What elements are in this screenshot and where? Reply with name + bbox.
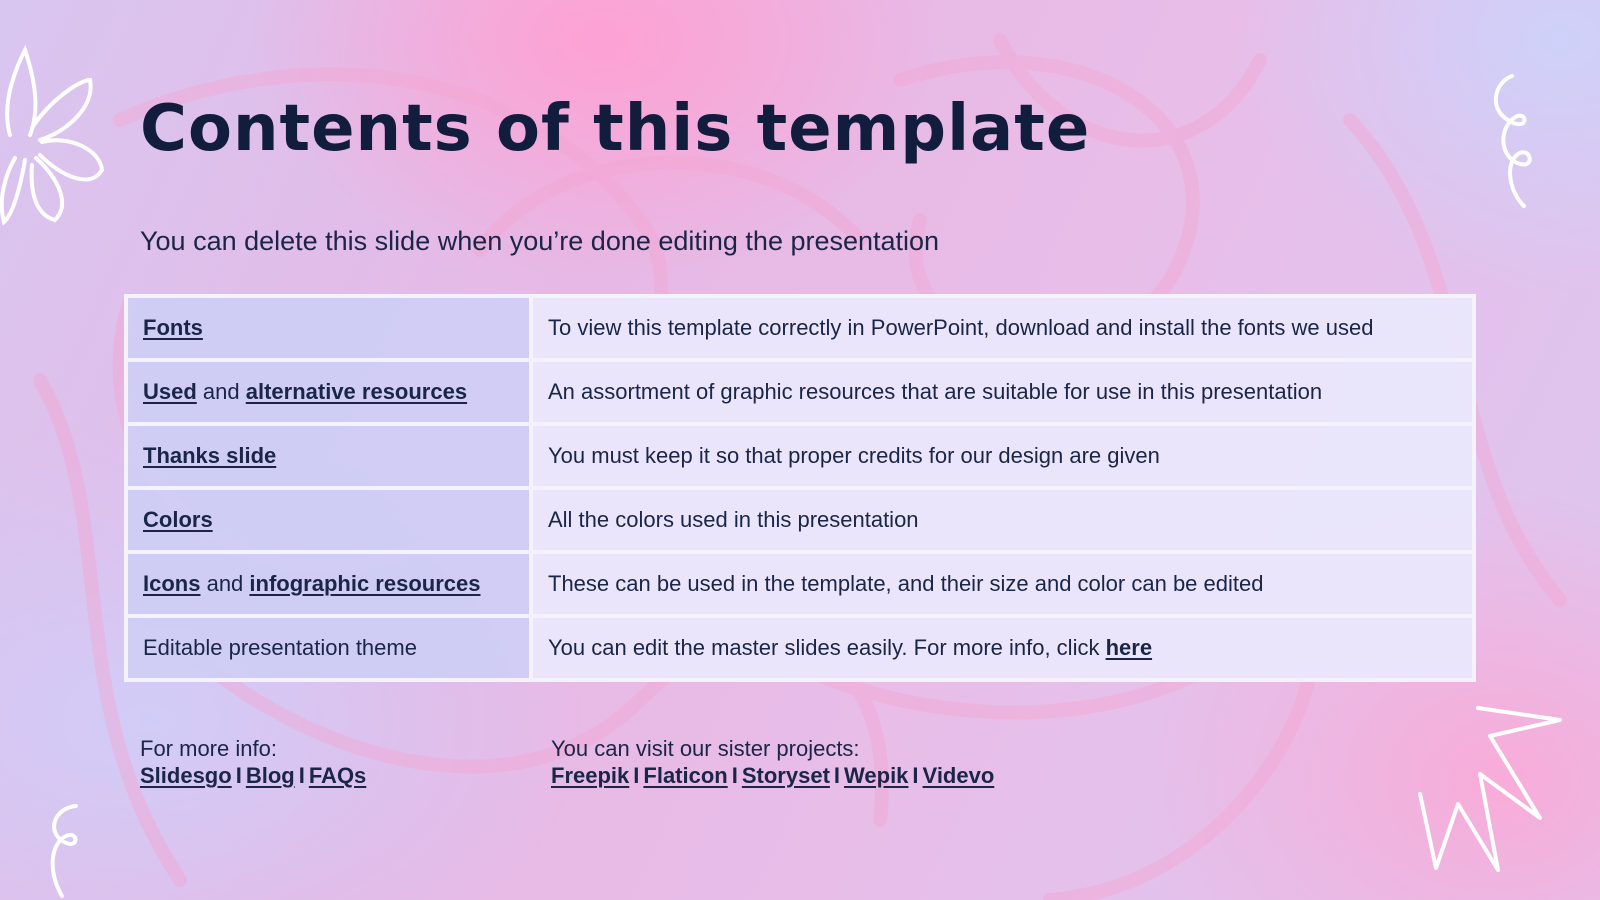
footer-more-info-links [140,762,366,789]
table-row [126,296,1474,360]
cell-text: These can be used in the template, and their size and color can be edited [548,571,1264,596]
cell-text: You can edit the master slides easily. For more info, click [548,635,1106,660]
infographic-resources-link[interactable]: infographic resources [249,571,481,596]
cell-text: You must keep it so that proper credits for our design are given [548,443,1160,468]
page-title: Contents of this template [140,92,1091,166]
link-separator: I [833,763,841,788]
cell-text: An assortment of graphic resources that are suitable for use in this presentation [548,379,1323,404]
footer-sister-projects-links [551,762,994,789]
wepik-link[interactable]: Wepik [844,763,909,788]
table-cell-topic [126,616,531,680]
table-row [126,488,1474,552]
table-cell-description [531,488,1474,552]
footer-more-info-label: For more info: [140,736,277,761]
link-separator: I [633,763,640,788]
storyset-link[interactable]: Storyset [741,763,830,788]
footer-sister-projects [551,735,994,789]
videvo-link[interactable]: Videvo [922,763,995,788]
footer-more-info [140,735,366,789]
faqs-link[interactable]: FAQs [308,763,367,788]
cell-text: To view this template correctly in PowerPoint, download and install the fonts we used [548,315,1374,340]
contents-table-body [126,296,1474,680]
contents-table [124,294,1476,682]
table-row [126,360,1474,424]
table-cell-description [531,616,1474,680]
table-cell-topic [126,488,531,552]
link-separator: I [298,763,305,788]
cell-text: Editable presentation theme [143,635,417,660]
link-separator: I [235,763,242,788]
link-separator: I [912,763,919,788]
table-cell-topic [126,552,531,616]
table-cell-topic [126,424,531,488]
footer-sister-projects-label: You can visit our sister projects: [551,736,860,761]
table-cell-description [531,424,1474,488]
table-cell-topic [126,296,531,360]
curly-swirl-icon [1490,68,1550,213]
table-cell-description [531,360,1474,424]
cell-text: and [200,571,250,596]
icons-link[interactable]: Icons [143,571,201,596]
zigzag-star-icon [1390,700,1570,880]
cell-text: All the colors used in this presentation [548,507,919,532]
flower-doodle-icon [0,40,110,230]
here-link[interactable]: here [1105,635,1153,660]
curly-swirl-icon-bottom [40,800,100,900]
link-separator: I [731,763,738,788]
alternative-resources-link[interactable]: alternative resources [245,379,468,404]
flaticon-link[interactable]: Flaticon [643,763,728,788]
table-row [126,552,1474,616]
freepik-link[interactable]: Freepik [551,763,630,788]
colors-link[interactable]: Colors [143,507,213,532]
table-cell-description [531,552,1474,616]
used-link[interactable]: Used [143,379,197,404]
page-subtitle: You can delete this slide when you’re done editing the presentation [140,226,940,256]
table-cell-description [531,296,1474,360]
thanks-slide-link[interactable]: Thanks slide [143,443,277,468]
table-row [126,616,1474,680]
fonts-link[interactable]: Fonts [143,315,203,340]
table-cell-topic [126,360,531,424]
slidesgo-link[interactable]: Slidesgo [140,763,232,788]
blog-link[interactable]: Blog [245,763,295,788]
cell-text: and [196,379,246,404]
table-row [126,424,1474,488]
